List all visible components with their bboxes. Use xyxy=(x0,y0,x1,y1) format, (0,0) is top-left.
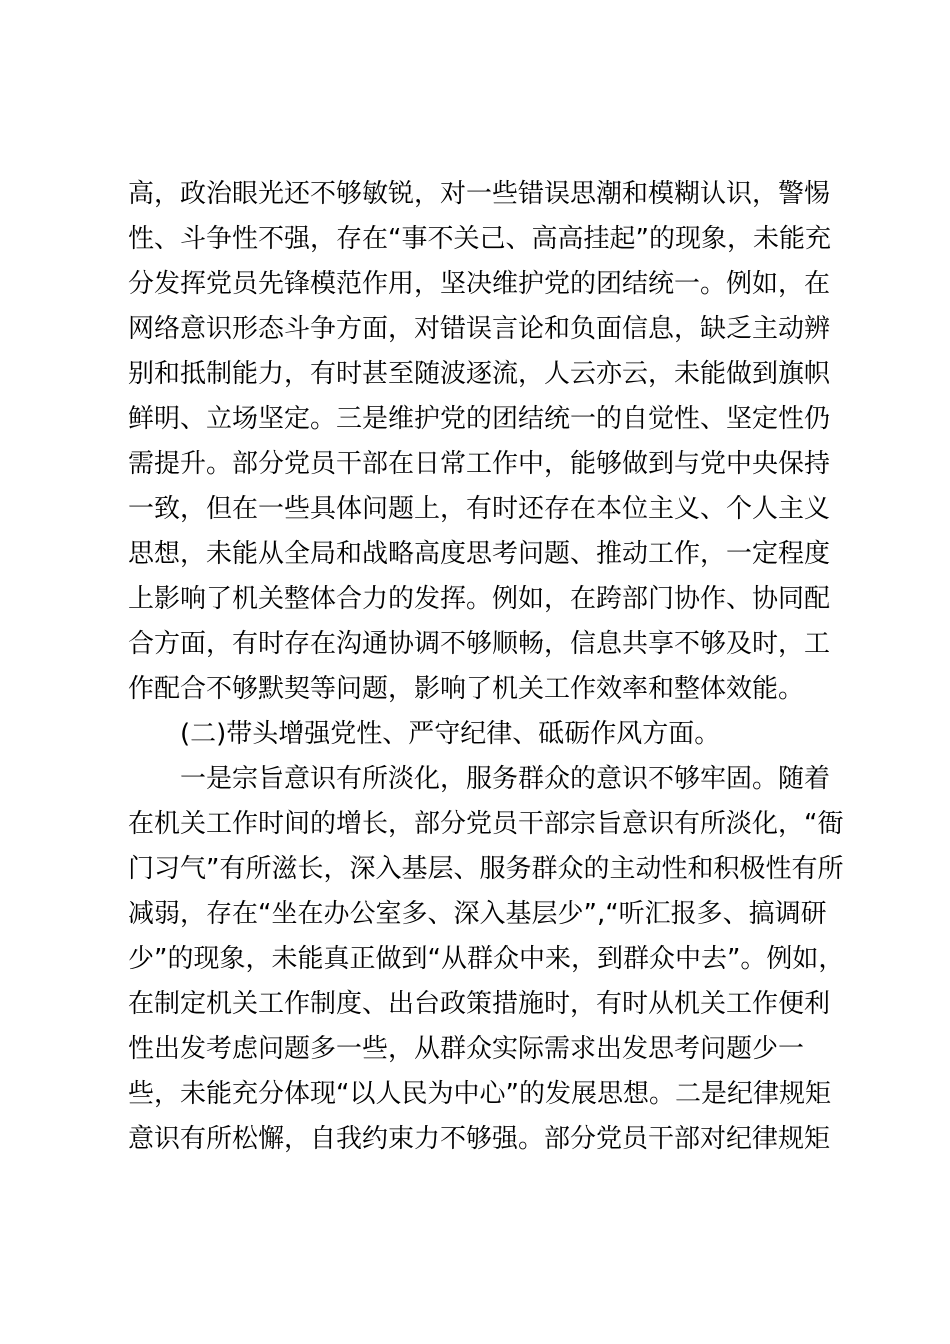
text-line: 思想，未能从全局和战略高度思考问题、推动工作，一定程度 xyxy=(128,539,831,569)
body-text xyxy=(128,172,845,1162)
text-line: 一致，但在一些具体问题上，有时还存在本位主义、个人主义 xyxy=(128,494,831,524)
text-line: 作配合不够默契等问题，影响了机关工作效率和整体效能。 xyxy=(128,674,805,704)
text-line: 些，未能充分体现“以人民为中心”的发展思想。二是纪律规矩 xyxy=(128,1079,831,1109)
text-line: 高，政治眼光还不够敏锐，对一些错误思潮和模糊认识，警惕 xyxy=(128,179,831,209)
text-line: 性、斗争性不强，存在“事不关己、高高挂起”的现象，未能充 xyxy=(128,224,831,254)
text-line: 网络意识形态斗争方面，对错误言论和负面信息，缺乏主动辨 xyxy=(128,314,831,344)
text-line: 性出发考虑问题多一些，从群众实际需求出发思考问题少一 xyxy=(128,1034,805,1064)
text-line: 需提升。部分党员干部在日常工作中，能够做到与党中央保持 xyxy=(128,449,831,479)
text-line: 上影响了机关整体合力的发挥。例如，在跨部门协作、协同配 xyxy=(128,584,831,614)
text-line: 合方面，有时存在沟通协调不够顺畅，信息共享不够及时，工 xyxy=(128,629,831,659)
text-line: 意识有所松懈，自我约束力不够强。部分党员干部对纪律规矩 xyxy=(128,1124,831,1154)
text-line: 分发挥党员先锋模范作用，坚决维护党的团结统一。例如，在 xyxy=(128,269,831,299)
text-line: 鲜明、立场坚定。三是维护党的团结统一的自觉性、坚定性仍 xyxy=(128,404,831,434)
section-heading: (二)带头增强党性、严守纪律、砥砺作风方面。 xyxy=(180,719,721,749)
text-line: 在机关工作时间的增长，部分党员干部宗旨意识有所淡化，“衙 xyxy=(128,809,844,839)
text-line: 在制定机关工作制度、出台政策措施时，有时从机关工作便利 xyxy=(128,989,831,1019)
text-line: 少”的现象，未能真正做到“从群众中来，到群众中去”。例如， xyxy=(128,944,845,974)
text-line: 一是宗旨意识有所淡化，服务群众的意识不够牢固。随着 xyxy=(180,764,831,794)
text-line: 减弱，存在“坐在办公室多、深入基层少”,“听汇报多、搞调研 xyxy=(128,899,827,929)
text-line: 别和抵制能力，有时甚至随波逐流，人云亦云，未能做到旗帜 xyxy=(128,359,831,389)
text-line: 门习气”有所滋长，深入基层、服务群众的主动性和积极性有所 xyxy=(128,854,844,884)
